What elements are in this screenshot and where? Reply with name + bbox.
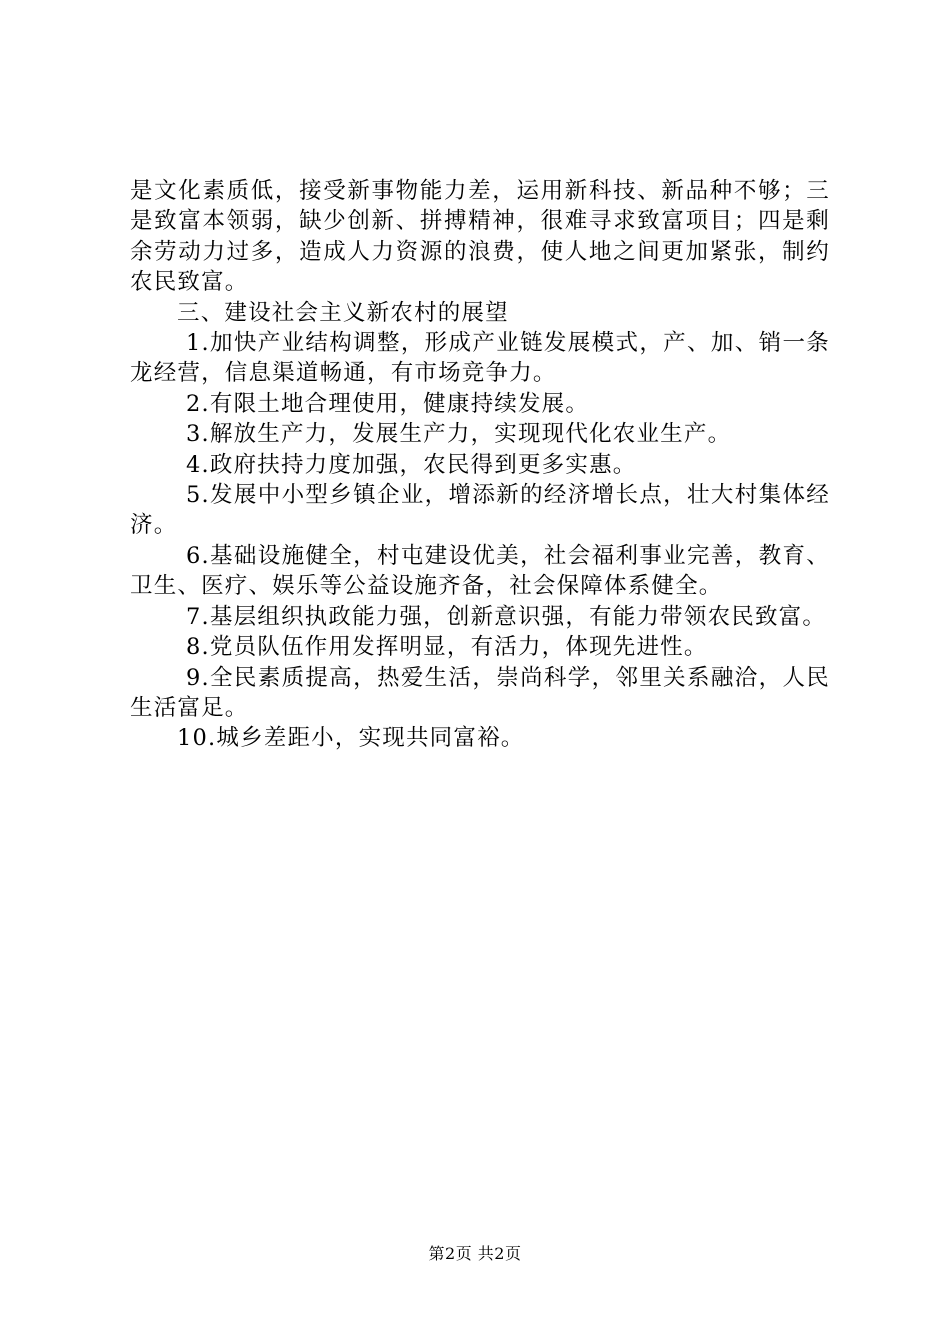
list-item-1: 1.加快产业结构调整，形成产业链发展模式，产、加、销一条龙经营，信息渠道畅通，有市场竞争力。 xyxy=(130,330,830,387)
section-heading: 三、建设社会主义新农村的展望 xyxy=(177,299,509,326)
list-item-10: 10.城乡差距小，实现共同富裕。 xyxy=(177,725,525,752)
list-item-3: 3.解放生产力，发展生产力，实现现代化农业生产。 xyxy=(186,421,732,448)
list-item-9: 9.全民素质提高，热爱生活，崇尚科学，邻里关系融洽，人民生活富足。 xyxy=(130,664,830,721)
list-item-5: 5.发展中小型乡镇企业，增添新的经济增长点，壮大村集体经济。 xyxy=(130,482,830,539)
page-number: 第2页 共2页 xyxy=(428,1244,522,1263)
document-body xyxy=(130,176,830,754)
page-footer xyxy=(0,1244,950,1264)
list-item-7: 7.基层组织执政能力强，创新意识强，有能力带领农民致富。 xyxy=(186,603,827,630)
list-item-8: 8.党员队伍作用发挥明显，有活力，体现先进性。 xyxy=(186,634,708,661)
list-item-4: 4.政府扶持力度加强，农民得到更多实惠。 xyxy=(186,451,637,478)
list-item-6: 6.基础设施健全，村屯建设优美，社会福利事业完善，教育、卫生、医疗、娱乐等公益设施齐备，社会保障体系健全。 xyxy=(130,542,830,600)
list-item-2: 2.有限土地合理使用，健康持续发展。 xyxy=(186,390,590,417)
paragraph-continuation: 是文化素质低，接受新事物能力差，运用新科技、新品种不够；三是致富本领弱，缺少创新、拼搏精神，很难寻求致富项目；四是剩余劳动力过多，造成人力资源的浪费，使人地之间更加紧张，制约农民致富。 xyxy=(130,178,830,296)
